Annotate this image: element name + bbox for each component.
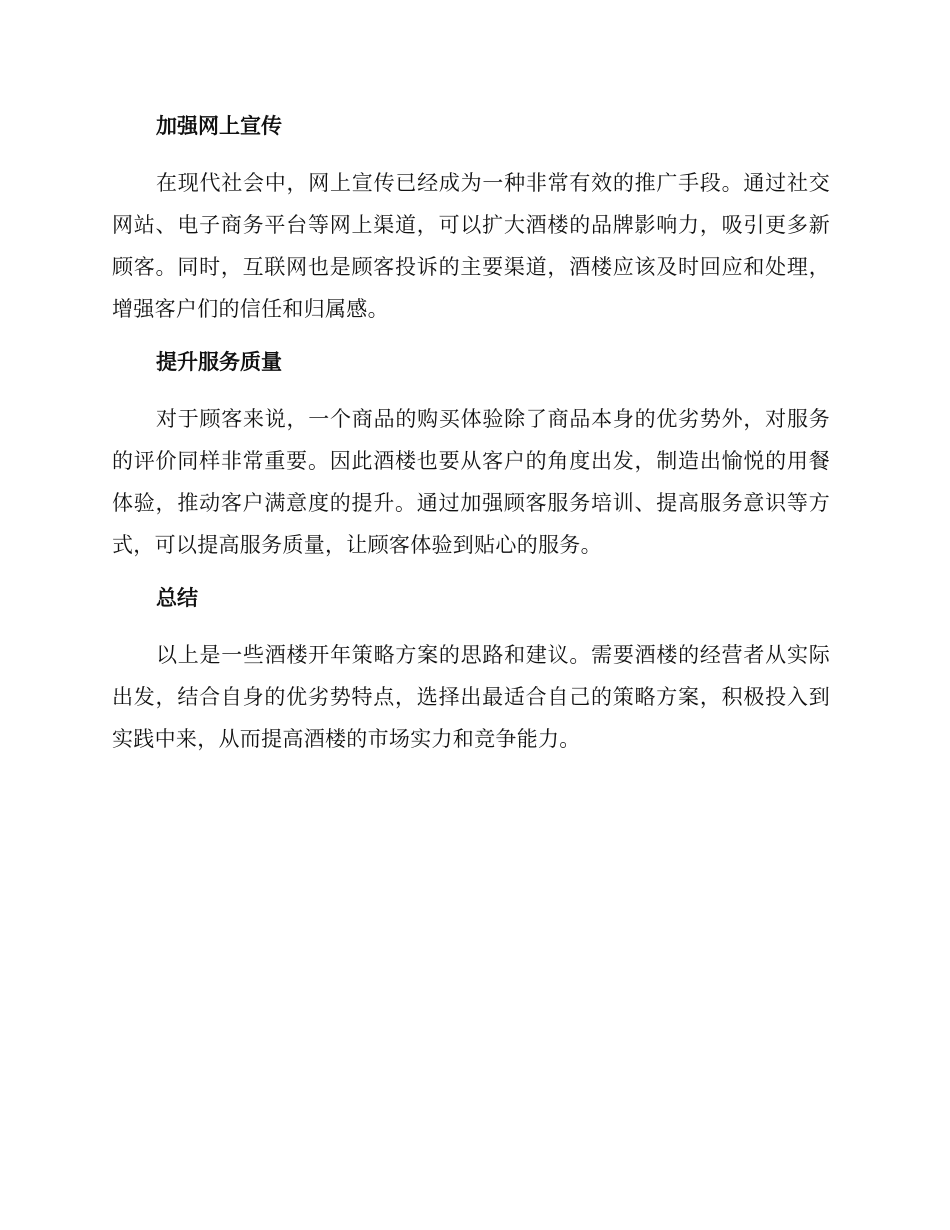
section-body-online-promotion: 在现代社会中，网上宣传已经成为一种非常有效的推广手段。通过社交网站、电子商务平台等网上渠道，可以扩大酒楼的品牌影响力，吸引更多新顾客。同时，互联网也是顾客投诉的主要渠道，酒楼应该及时回应和处理，增强客户们的信任和归属感。 (112, 171, 830, 321)
document-content (112, 110, 830, 776)
section-body-service-quality: 对于顾客来说，一个商品的购买体验除了商品本身的优劣势外，对服务的评价同样非常重要。因此酒楼也要从客户的角度出发，制造出愉悦的用餐体验，推动客户满意度的提升。通过加强顾客服务培训、提高服务意识等方式，可以提高服务质量，让顾客体验到贴心的服务。 (112, 407, 830, 557)
section-heading-summary: 总结 (156, 586, 198, 610)
section-body-summary: 以上是一些酒楼开年策略方案的思路和建议。需要酒楼的经营者从实际出发，结合自身的优劣势特点，选择出最适合自己的策略方案，积极投入到实践中来，从而提高酒楼的市场实力和竞争能力。 (112, 643, 830, 751)
section-heading-service-quality: 提升服务质量 (156, 350, 282, 374)
section-heading-online-promotion: 加强网上宣传 (156, 114, 282, 138)
